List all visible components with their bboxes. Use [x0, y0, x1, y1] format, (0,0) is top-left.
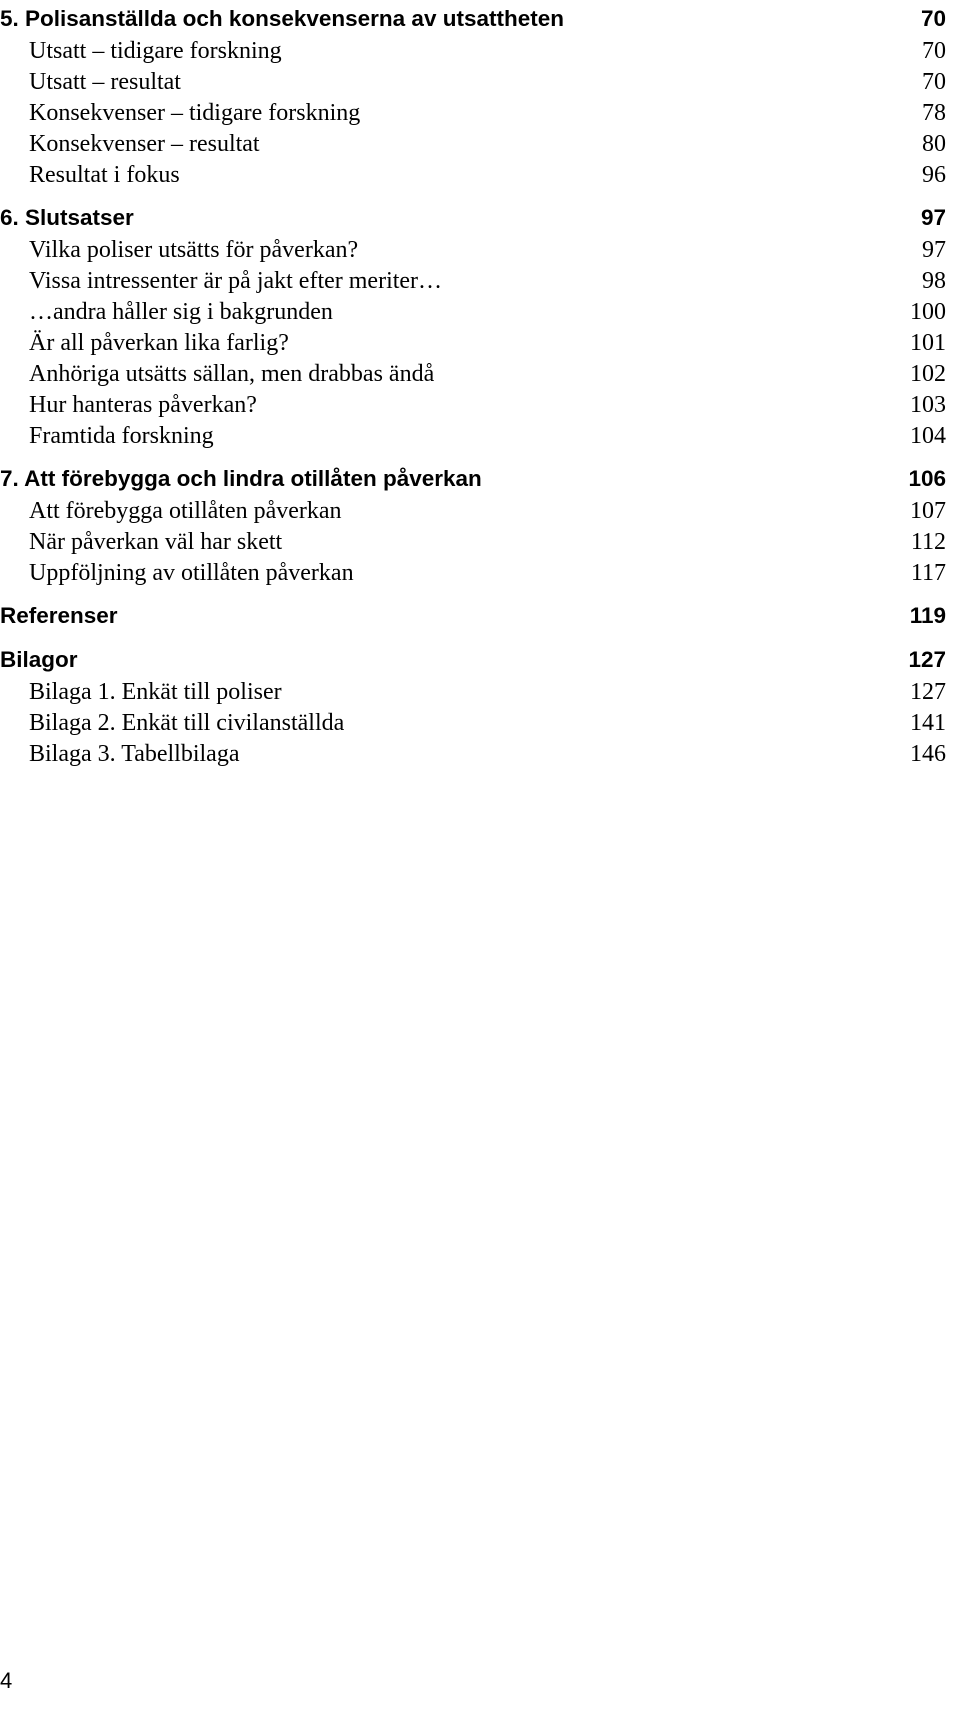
toc-entry — [0, 677, 960, 708]
toc-entry — [0, 708, 960, 739]
entry-title: Framtida forskning — [29, 423, 214, 449]
heading-title: 6. Slutsatser — [0, 205, 134, 230]
table-of-contents — [0, 2, 960, 770]
entry-page: 101 — [910, 330, 946, 356]
entry-page: 97 — [922, 237, 946, 263]
heading-page: 97 — [920, 205, 946, 230]
heading-page: 70 — [920, 6, 946, 31]
heading-title: 7. Att förebygga och lindra otillåten påverkan — [0, 466, 482, 491]
heading-title: Bilagor — [0, 647, 78, 672]
toc-entry — [0, 390, 960, 421]
entry-title: När påverkan väl har skett — [29, 529, 283, 555]
toc-entry — [0, 496, 960, 527]
toc-section-7 — [0, 462, 960, 589]
entry-title: Hur hanteras påverkan? — [29, 392, 257, 418]
toc-heading — [0, 462, 960, 496]
entry-title: Konsekvenser – resultat — [29, 131, 260, 157]
toc-entry — [0, 235, 960, 266]
toc-entry — [0, 739, 960, 770]
entry-title: Är all påverkan lika farlig? — [29, 330, 289, 356]
entry-page: 127 — [910, 679, 946, 705]
toc-section-bilagor — [0, 643, 960, 770]
entry-page: 117 — [910, 560, 946, 586]
entry-page: 78 — [922, 100, 946, 126]
entry-page: 103 — [910, 392, 946, 418]
entry-title: …andra håller sig i bakgrunden — [29, 299, 333, 325]
entry-title: Utsatt – tidigare forskning — [29, 38, 282, 64]
toc-entry — [0, 297, 960, 328]
entry-page: 96 — [922, 162, 946, 188]
heading-page: 127 — [908, 647, 946, 672]
entry-page: 141 — [910, 710, 946, 736]
toc-heading — [0, 2, 960, 36]
toc-section-6 — [0, 201, 960, 452]
toc-section-5 — [0, 2, 960, 191]
entry-title: Uppföljning av otillåten påverkan — [29, 560, 354, 586]
entry-page: 70 — [922, 69, 946, 95]
entry-title: Vilka poliser utsätts för påverkan? — [29, 237, 359, 263]
toc-entry — [0, 328, 960, 359]
heading-title: 5. Polisanställda och konsekvenserna av utsattheten — [0, 6, 564, 31]
heading-page: 119 — [909, 603, 946, 628]
toc-entry — [0, 266, 960, 297]
entry-page: 146 — [910, 741, 946, 767]
entry-title: Bilaga 3. Tabellbilaga — [29, 741, 240, 767]
entry-title: Utsatt – resultat — [29, 69, 181, 95]
entry-page: 100 — [910, 299, 946, 325]
toc-heading — [0, 201, 960, 235]
heading-page: 106 — [908, 466, 946, 491]
entry-page: 70 — [922, 38, 946, 64]
entry-page: 112 — [910, 529, 946, 555]
toc-entry — [0, 359, 960, 390]
toc-heading — [0, 643, 960, 677]
toc-entry — [0, 98, 960, 129]
toc-heading — [0, 599, 960, 633]
entry-page: 102 — [910, 361, 946, 387]
entry-title: Att förebygga otillåten påverkan — [29, 498, 342, 524]
entry-title: Bilaga 1. Enkät till poliser — [29, 679, 282, 705]
entry-page: 104 — [910, 423, 946, 449]
toc-entry — [0, 558, 960, 589]
entry-page: 80 — [922, 131, 946, 157]
toc-entry — [0, 36, 960, 67]
entry-title: Anhöriga utsätts sällan, men drabbas ändå — [29, 361, 435, 387]
toc-section-referenser — [0, 599, 960, 633]
heading-title: Referenser — [0, 603, 118, 628]
toc-entry — [0, 67, 960, 98]
entry-title: Vissa intressenter är på jakt efter meriter… — [29, 268, 443, 294]
toc-entry — [0, 129, 960, 160]
toc-entry — [0, 160, 960, 191]
entry-title: Konsekvenser – tidigare forskning — [29, 100, 361, 126]
toc-entry — [0, 421, 960, 452]
entry-page: 107 — [910, 498, 946, 524]
entry-title: Resultat i fokus — [29, 162, 180, 188]
page-number: 4 — [0, 1668, 13, 1693]
entry-page: 98 — [922, 268, 946, 294]
toc-entry — [0, 527, 960, 558]
entry-title: Bilaga 2. Enkät till civilanställda — [29, 710, 345, 736]
